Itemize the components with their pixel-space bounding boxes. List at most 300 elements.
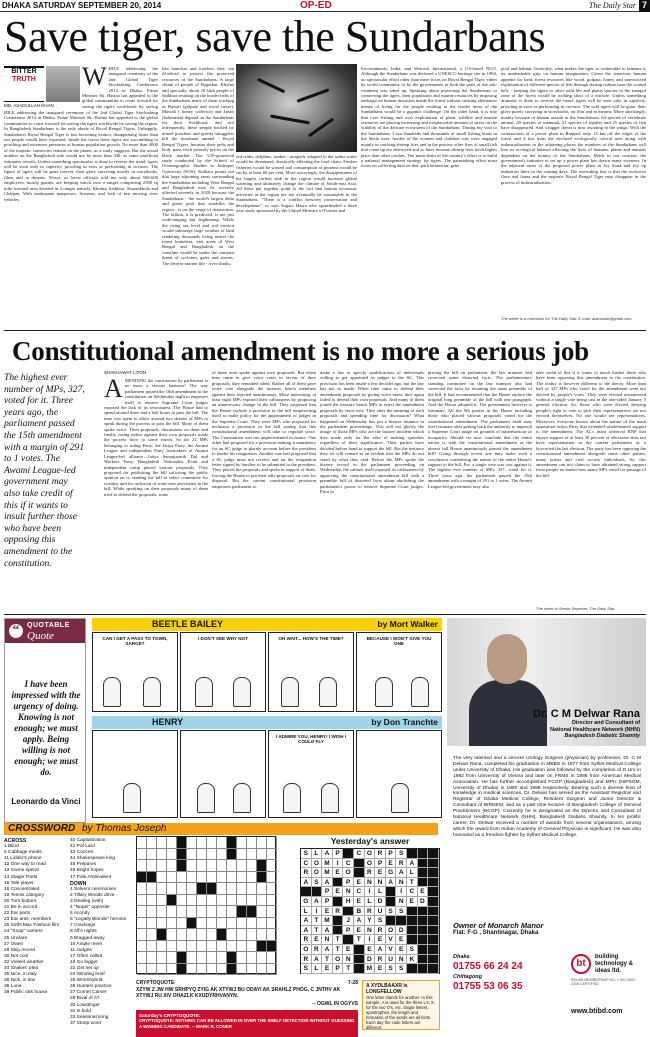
crossword-cell[interactable]: [187, 883, 197, 895]
crossword-cell[interactable]: [247, 837, 257, 849]
crossword-cell[interactable]: [167, 952, 177, 964]
crossword-cell[interactable]: [267, 964, 277, 976]
answer-cell: S: [312, 878, 323, 888]
crossword-cell[interactable]: [227, 860, 237, 872]
crossword-cell[interactable]: [147, 906, 157, 918]
answer-cell: A: [301, 878, 312, 888]
clue-item: 22 Ear parts: [4, 911, 31, 917]
yesterday-answer-grid: [300, 848, 440, 974]
answer-cell: [354, 964, 365, 974]
answer-cell: S: [396, 964, 407, 974]
crossword-title: CROSSWORD: [8, 823, 76, 834]
crossword-cell[interactable]: [187, 941, 197, 953]
answer-cell: O: [365, 849, 376, 859]
answer-cell: P: [343, 926, 354, 936]
crossword-cell[interactable]: [177, 929, 187, 941]
article1-credit: The writer is a columnist for The Daily Star. E-mail: aukhandk@gmail.com: [501, 316, 632, 321]
crossword-cell[interactable]: [247, 860, 257, 872]
crossword-cell[interactable]: [247, 872, 257, 884]
answer-cell: [301, 887, 312, 897]
answer-cell: [428, 907, 439, 917]
answer-cell: S: [386, 907, 397, 917]
answer-cell: L: [365, 897, 376, 907]
crossword-cell[interactable]: [167, 849, 177, 861]
answer-cell: A: [312, 897, 323, 907]
crossword-cell[interactable]: [197, 918, 207, 930]
column-badge-line2: TRUTH: [12, 76, 36, 83]
answer-cell: A: [354, 916, 365, 926]
crossword-cell[interactable]: [257, 837, 267, 849]
article1-col2: [162, 66, 234, 320]
crossword-cell[interactable]: [167, 883, 177, 895]
answer-cell: R: [312, 945, 323, 955]
crossword-cell[interactable]: [187, 837, 197, 849]
crossword-cell[interactable]: [197, 895, 207, 907]
crossword-cell[interactable]: [247, 964, 257, 976]
crossword-cell: [237, 906, 247, 918]
answer-cell: [407, 935, 418, 945]
crossword-cell[interactable]: [147, 860, 157, 872]
crossword-cell[interactable]: [227, 906, 237, 918]
crossword-cell[interactable]: [197, 837, 207, 849]
answer-cell: E: [322, 907, 333, 917]
ad-phone-2[interactable]: 01755 53 06 35: [453, 981, 523, 992]
crossword-cell[interactable]: [247, 883, 257, 895]
crossword-cell[interactable]: [157, 964, 167, 976]
crossword-cell[interactable]: [267, 895, 277, 907]
ad-bio: The very talented and a sincere Urology Surgeon (physician) by profession, Dr. C M Delwar Rana, completed his graduation in MBBS in 1977 from Sylhet Medical College under University of Dhaka. His graduation was followed by the completion of D.Uro in 1982 from University of Vienna and later on FRMS in 1988 from American Medical Association. He has further accomplished FCGP (Bangladesh) and MPH (NIPSOM, University of Dhaka) in 1990 and 1998 respectively. Bearing such a diverse host of knowledge in medical sciences, Dr. Delwar has served as the Assistant Registrar and Registrar of Dhaka Medical College, Resident Surgeon and Junior Director & Consultant of BIRDEM, and as a part time lecturer of Bangladesh College of General Practitioners (BCGP). Currently he is designated as the Director and Consultant of National Healthcare Network (NHN), Bangladesh Diabetic Shamity. In his prolific career, Dr. Delwar received a number of awards from several organisations, among which the award from Indian Academy of General Physician is significant. He was also honoured as a freedom fighter by Sylhet Medical College.: [453, 756, 641, 838]
crossword-cell[interactable]: [207, 941, 217, 953]
answer-cell: N: [322, 935, 333, 945]
cryptoquote-signature: -- OGWL IN OGYVS: [312, 1001, 358, 1007]
answer-cell: [386, 887, 397, 897]
clue-item: 7 Crackings: [70, 923, 96, 929]
crossword-cell[interactable]: [187, 872, 197, 884]
article2-headline[interactable]: Constitutional amendment is no more a serious job: [12, 336, 589, 366]
clue-item: 5 Acondy: [70, 911, 90, 917]
crossword-cell[interactable]: [137, 918, 147, 930]
crossword-cell[interactable]: [137, 964, 147, 976]
crossword-cell[interactable]: [197, 872, 207, 884]
crossword-header: [4, 823, 438, 835]
crossword-cell[interactable]: [157, 837, 167, 849]
answer-cell: [428, 964, 439, 974]
answer-cell: N: [343, 887, 354, 897]
crossword-cell[interactable]: [217, 883, 227, 895]
answer-cell: [418, 868, 429, 878]
crossword-cell[interactable]: [217, 895, 227, 907]
crossword-cell[interactable]: [227, 941, 237, 953]
comic2-panel-3-text: I ADMIRE YOU, HENRY! I WISH I COULD FLY: [275, 734, 347, 745]
comic1-panel-4-text: BECAUSE I WON'T GIVE YOU ONE: [366, 636, 432, 647]
clue-item: 37 Stoop word: [70, 1020, 101, 1026]
paper-name: The Daily Star: [588, 1, 636, 10]
answer-cell: [354, 945, 365, 955]
answer-cell: P: [322, 887, 333, 897]
ad-phone-1[interactable]: 01755 66 24 24: [453, 961, 523, 972]
crossword-cell[interactable]: [147, 952, 157, 964]
crossword-cell[interactable]: [257, 906, 267, 918]
crossword-cell[interactable]: [207, 837, 217, 849]
crossword-cell[interactable]: [267, 860, 277, 872]
crossword-cell[interactable]: [207, 906, 217, 918]
cryptoquote-answer: [136, 1010, 358, 1037]
yesterday-answer-title: Yesterday's answer: [330, 836, 410, 846]
crossword-cell[interactable]: [167, 918, 177, 930]
crossword-cell[interactable]: [227, 883, 237, 895]
clue-item: 4 "Nope!" opposite: [70, 905, 110, 911]
cryptoquote-answer-heading: Saturday's CRYPTOQUOTE:: [139, 1013, 201, 1018]
answer-cell: [396, 916, 407, 926]
crossword-cell[interactable]: [237, 837, 247, 849]
crossword-cell: [267, 941, 277, 953]
clue-item: 5 Cabbage meals: [4, 850, 42, 856]
answer-cell: [428, 878, 439, 888]
answer-cell: G: [386, 868, 397, 878]
clue-item: 20 Turn bottom: [4, 898, 37, 904]
answer-cell: [428, 887, 439, 897]
crossword-cell[interactable]: [247, 918, 257, 930]
crossword-cell[interactable]: [137, 895, 147, 907]
crossword-cell[interactable]: [217, 860, 227, 872]
answer-cell: T: [343, 964, 354, 974]
crossword-cell[interactable]: [137, 952, 147, 964]
crossword-cell[interactable]: [227, 918, 237, 930]
crossword-cell[interactable]: [227, 895, 237, 907]
crossword-cell: [177, 964, 187, 976]
clue-item: 11 Judges: [70, 947, 92, 953]
answer-cell: E: [333, 887, 344, 897]
answer-cell: G: [301, 897, 312, 907]
answer-cell: N: [396, 878, 407, 888]
answer-cell: P: [386, 849, 397, 859]
hint-text: One letter stands for another. In this sample, A is used for the three L's, X for the two O's, etc. Single letters, apostrophes, the length and formation of the words are all hints. Each day the code letters are different.: [366, 995, 434, 1030]
article2-col3: [320, 370, 424, 610]
comic1-panel-2: [180, 632, 266, 712]
crossword-cell[interactable]: [167, 941, 177, 953]
crossword-cell[interactable]: [197, 929, 207, 941]
crossword-cell[interactable]: [267, 906, 277, 918]
crossword-cell[interactable]: [257, 929, 267, 941]
article1-col3: [236, 154, 357, 320]
crossword-cell[interactable]: [137, 929, 147, 941]
answer-cell: I: [365, 887, 376, 897]
answer-cell: E: [354, 878, 365, 888]
article2-col4: [428, 370, 532, 610]
answer-cell: R: [333, 907, 344, 917]
answer-cell: S: [396, 849, 407, 859]
ad-owner-label: Owner of Monarch Manor: [453, 921, 544, 930]
crossword-cell[interactable]: [247, 941, 257, 953]
crossword-cell[interactable]: [177, 883, 187, 895]
crossword-cell[interactable]: [237, 918, 247, 930]
answer-cell: C: [343, 859, 354, 869]
answer-cell: [386, 916, 397, 926]
crossword-cell[interactable]: [237, 941, 247, 953]
crossword-cell[interactable]: [177, 906, 187, 918]
crossword-cell[interactable]: [147, 883, 157, 895]
quotable-subtitle: Quote: [27, 630, 54, 642]
comic1-title-bar: [92, 618, 442, 631]
crossword-cell[interactable]: [187, 860, 197, 872]
answer-cell: N: [396, 955, 407, 965]
crossword-cell[interactable]: [237, 872, 247, 884]
crossword-cell[interactable]: [157, 952, 167, 964]
article1-col1-text: HILE addressing the inaugural ceremony of the 2nd Global Tiger Stocktaking Conference 2014 in Dhaka, Prime Minister Sk. Hasina has appealed to the global communities to come forward for saving the tigers worldwide by saving: [82, 66, 158, 109]
crossword-cell[interactable]: [227, 872, 237, 884]
answer-cell: E: [343, 945, 354, 955]
crossword-cell[interactable]: [217, 952, 227, 964]
crossword-cell[interactable]: [177, 941, 187, 953]
ad-name-block: [530, 708, 640, 740]
crossword-cell[interactable]: [187, 929, 197, 941]
crossword-cell[interactable]: [147, 849, 157, 861]
crossword-cell[interactable]: [157, 895, 167, 907]
crossword-cell[interactable]: [237, 849, 247, 861]
crossword-cell[interactable]: [197, 849, 207, 861]
answer-cell: R: [301, 935, 312, 945]
column-badge-line1: BITTER: [11, 68, 37, 75]
crossword-cell[interactable]: [257, 964, 267, 976]
crossword-cell: [177, 952, 187, 964]
answer-cell: [428, 945, 439, 955]
answer-cell: R: [365, 907, 376, 917]
down-clues: [70, 838, 134, 1027]
crossword-cell[interactable]: [267, 837, 277, 849]
clue-item: 25 Wormhybrid: [70, 978, 103, 984]
crossword-cell[interactable]: [257, 895, 267, 907]
crossword-cell[interactable]: [227, 929, 237, 941]
advertisement[interactable]: [447, 618, 646, 1028]
answer-cell: [428, 955, 439, 965]
hint-heading: A XYDLBAAXR is LONGFELLOW: [366, 983, 408, 995]
answer-cell: L: [301, 907, 312, 917]
article1-col5: [501, 66, 646, 314]
crossword-cell[interactable]: [207, 860, 217, 872]
crossword-cell[interactable]: [237, 952, 247, 964]
answer-cell: O: [333, 955, 344, 965]
ad-website[interactable]: www.btibd.com: [571, 1008, 623, 1015]
crossword-cell[interactable]: [137, 941, 147, 953]
crossword-cell[interactable]: [147, 837, 157, 849]
answer-cell: [343, 935, 354, 945]
clue-item: 46 Bright hopes: [70, 868, 104, 874]
crossword-cell[interactable]: [207, 895, 217, 907]
cryptoquote-heading: CRYPTOQUOTE: [136, 980, 175, 986]
crossword-cell[interactable]: [157, 906, 167, 918]
article1-col2-text: like launches and trawlers, they can ill-afford to protect the protected resources of the Sundarbans. A large chunk of people of Bagerhat, Khulna and specially, about 18 lakh people of Satkhira residing on the border belts of the Sundarbans many of them working as Bawali (golpata and wood cutter), Mawali ( honey collector) and Jaeali (fishermen) depend on the Sundarbans for their livelihood, and not infrequently, these people backed by armed poachers and greedy smugglers kill the dominant animal - Royal Bengal Tigers, because their pelts and body parts fetch princely prices on the black market. The UN-sponsored study conducted by the School of Oceanographic Studies at Jadavpur University (SOS), Kolkata points out that large adjoining areas surrounding the Sundarbans including West Bengal and Bangladesh may be severely affected severely in 2020 because the Sundarbans - the world's largest delta and green pool that straddles the region - is on the verge of destruction. The fallout, it is predicted, is not just wide-ranging but frightening. While the rising sea level and soil erosion would submerge large swathes of land rendering thousands living nearer the forest homeless, vast areas of West Bengal and Bangladesh on the coastline would be under the constant threat of cyclones, gales and storms. The diverse marine life - river sharks,: [162, 66, 234, 266]
answer-cell: T: [354, 935, 365, 945]
crossword-cell[interactable]: [187, 895, 197, 907]
comic1-name: BEETLE BAILEY: [152, 619, 224, 629]
ad-role-1: Director and Consultant of: [572, 720, 640, 726]
crossword-cell[interactable]: [207, 952, 217, 964]
crossword-cell[interactable]: [217, 849, 227, 861]
crossword-cell[interactable]: [267, 872, 277, 884]
crossword-cell[interactable]: [217, 941, 227, 953]
crossword-cell[interactable]: [257, 883, 267, 895]
crossword-cell[interactable]: [207, 872, 217, 884]
crossword-cell[interactable]: [207, 964, 217, 976]
answer-cell: T: [322, 955, 333, 965]
crossword-cell[interactable]: [207, 929, 217, 941]
answer-cell: I: [365, 935, 376, 945]
clue-item: 24 "Snap" carriers: [4, 929, 43, 935]
answer-cell: P: [333, 964, 344, 974]
answer-cell: P: [343, 878, 354, 888]
answer-cell: [333, 926, 344, 936]
crossword-cell[interactable]: [237, 964, 247, 976]
crossword-cell[interactable]: [217, 918, 227, 930]
crossword-cell[interactable]: [267, 929, 277, 941]
crossword-cell[interactable]: [137, 849, 147, 861]
answer-cell: E: [375, 868, 386, 878]
crossword-cell[interactable]: [167, 964, 177, 976]
crossword-cell[interactable]: [137, 906, 147, 918]
answer-cell: [333, 897, 344, 907]
crossword-cell[interactable]: [237, 929, 247, 941]
answer-cell: I: [396, 887, 407, 897]
article1-headline[interactable]: Save tiger, save the Sundarbans: [4, 12, 546, 61]
crossword-cell[interactable]: [137, 860, 147, 872]
crossword-cell[interactable]: [187, 964, 197, 976]
crossword-grid[interactable]: [136, 836, 276, 974]
bti-logo-sub: REHAB MEMBERSHIP NO. 1 ISO 9001 : 2008 CERTIFIED: [571, 978, 638, 986]
crossword-cell[interactable]: [267, 952, 277, 964]
crossword-cell: [177, 849, 187, 861]
crossword-cell[interactable]: [167, 872, 177, 884]
crossword-cell: [227, 837, 237, 849]
clue-item: 23 Ear ants, members: [4, 917, 52, 923]
article2-col2: [212, 370, 316, 610]
across-clues: [4, 838, 68, 996]
answer-cell: R: [375, 926, 386, 936]
answer-cell: E: [375, 964, 386, 974]
crossword-cell[interactable]: [147, 941, 157, 953]
crossword-cell: [247, 906, 257, 918]
crossword-cell[interactable]: [157, 941, 167, 953]
crossword-cell[interactable]: [187, 849, 197, 861]
answer-cell: S: [301, 849, 312, 859]
quote-text: I have been impressed with the urgency of doing. Knowing is not enough; we must apply. Being willing is not enough; we must do.: [11, 679, 81, 777]
comic1-author: by Mort Walker: [377, 619, 438, 629]
crossword-cell: [217, 929, 227, 941]
crossword-cell[interactable]: [197, 952, 207, 964]
crossword-cell[interactable]: [237, 860, 247, 872]
crossword-cell[interactable]: [167, 837, 177, 849]
crossword-cell[interactable]: [157, 872, 167, 884]
answer-cell: [312, 887, 323, 897]
crossword-cell[interactable]: [257, 849, 267, 861]
clue-item: 26 Hunters practice: [70, 984, 112, 990]
clue-item: 27 Owen: [4, 941, 24, 947]
crossword-cell[interactable]: [137, 837, 147, 849]
answer-cell: D: [375, 897, 386, 907]
crossword-cell[interactable]: [247, 895, 257, 907]
crossword-cell[interactable]: [237, 895, 247, 907]
crossword-cell[interactable]: [177, 918, 187, 930]
comic1-panel-3: [268, 632, 354, 712]
answer-cell: C: [301, 859, 312, 869]
crossword-cell[interactable]: [147, 964, 157, 976]
answer-cell: [418, 926, 429, 936]
crossword-cell[interactable]: [147, 895, 157, 907]
crossword-cell[interactable]: [267, 918, 277, 930]
crossword-cell[interactable]: [237, 883, 247, 895]
answer-cell: V: [386, 945, 397, 955]
crossword-cell[interactable]: [217, 872, 227, 884]
crossword-cell[interactable]: [187, 906, 197, 918]
answer-cell: [343, 907, 354, 917]
crossword-cell[interactable]: [167, 860, 177, 872]
crossword-cell[interactable]: [247, 952, 257, 964]
article2-byline: SHAKHAWAT LITON: [104, 370, 147, 375]
crossword-cell[interactable]: [167, 929, 177, 941]
answer-cell: A: [386, 878, 397, 888]
crossword-cell[interactable]: [137, 883, 147, 895]
clue-item: 3 Dealing (with): [70, 898, 104, 904]
crossword-cell[interactable]: [247, 929, 257, 941]
crossword-cell[interactable]: [197, 941, 207, 953]
crossword-cell: [227, 952, 237, 964]
crossword-cell[interactable]: [197, 860, 207, 872]
cryptoquote-hint: [362, 980, 440, 1030]
answer-cell: R: [301, 868, 312, 878]
crossword-cell[interactable]: [157, 860, 167, 872]
crossword-cell[interactable]: [177, 872, 187, 884]
article2-col2-text: of them even spoke against own proposals. But when time came to give voice votes in favour of their proposals, they remained silent. Rather all of them gave voice vote alongside the treasury bench members against their rejected unanimously. More interesting, at least eight MPs exposed their callousness by proposing an unnecessary change in the bill. They proposed that the House include a provision in the bill empowering itself to make policy for the appointment of judges in the Supreme Court. They were MPs who proposed for inclusion a provision in the bill stating that this constitutional amendment will take to regulate since. The Constitution was not unprecedented in nature. One other had proposed for a provision making it mandatory for an SC judge to plainly account before the president to tender his resignation. Another one had proposed that a SC judge must not receive and on the resignation letter signed by him/her to be submitted to the president. They placed the proposals and spoke in support of them, forcing the House to put their silly proposals on vote for disposal. But the current constitutional provision empowers parliament to: [212, 370, 316, 489]
crossword-cell[interactable]: [167, 906, 177, 918]
crossword-cell[interactable]: [147, 929, 157, 941]
crossword-cell[interactable]: [157, 918, 167, 930]
crossword-cell[interactable]: [157, 883, 167, 895]
bti-logo-text: building technology & ideas ltd.: [595, 954, 634, 974]
crossword-cell[interactable]: [207, 918, 217, 930]
crossword-cell[interactable]: [157, 849, 167, 861]
cryptoquote: [136, 980, 358, 1007]
crossword-cell: [187, 918, 197, 930]
clue-item: 25 Setfs Mac Fashion film: [4, 923, 60, 929]
crossword-cell[interactable]: [247, 849, 257, 861]
down-heading: DOWN: [70, 880, 87, 887]
crossword-cell[interactable]: [187, 952, 197, 964]
answer-cell: [418, 964, 429, 974]
crossword-cell[interactable]: [147, 918, 157, 930]
clue-item: 2 Tillary Woods drive: [70, 892, 115, 898]
clue-item: 43 Concert: [70, 850, 94, 856]
answer-cell: E: [312, 935, 323, 945]
crossword-cell[interactable]: [197, 964, 207, 976]
crossword-cell[interactable]: [177, 895, 187, 907]
author-photo: [46, 66, 80, 102]
crossword-cell[interactable]: [267, 883, 277, 895]
ad-owner: [453, 921, 543, 936]
clue-item: 10 Ample meet: [70, 941, 102, 947]
crossword-cell[interactable]: [197, 906, 207, 918]
crossword-cell[interactable]: [217, 964, 227, 976]
article2-dropcap: A: [104, 378, 123, 403]
crossword-cell[interactable]: [217, 837, 227, 849]
crossword-cell[interactable]: [257, 952, 267, 964]
answer-cell: [407, 849, 418, 859]
crossword-cell[interactable]: [267, 849, 277, 861]
clue-item: 38 Luna: [4, 984, 22, 990]
crossword-cell[interactable]: [207, 849, 217, 861]
crossword-cell[interactable]: [217, 906, 227, 918]
comic2-title-bar: [92, 716, 442, 729]
comic1-panel-1: [92, 632, 178, 712]
crossword-cell[interactable]: [257, 918, 267, 930]
